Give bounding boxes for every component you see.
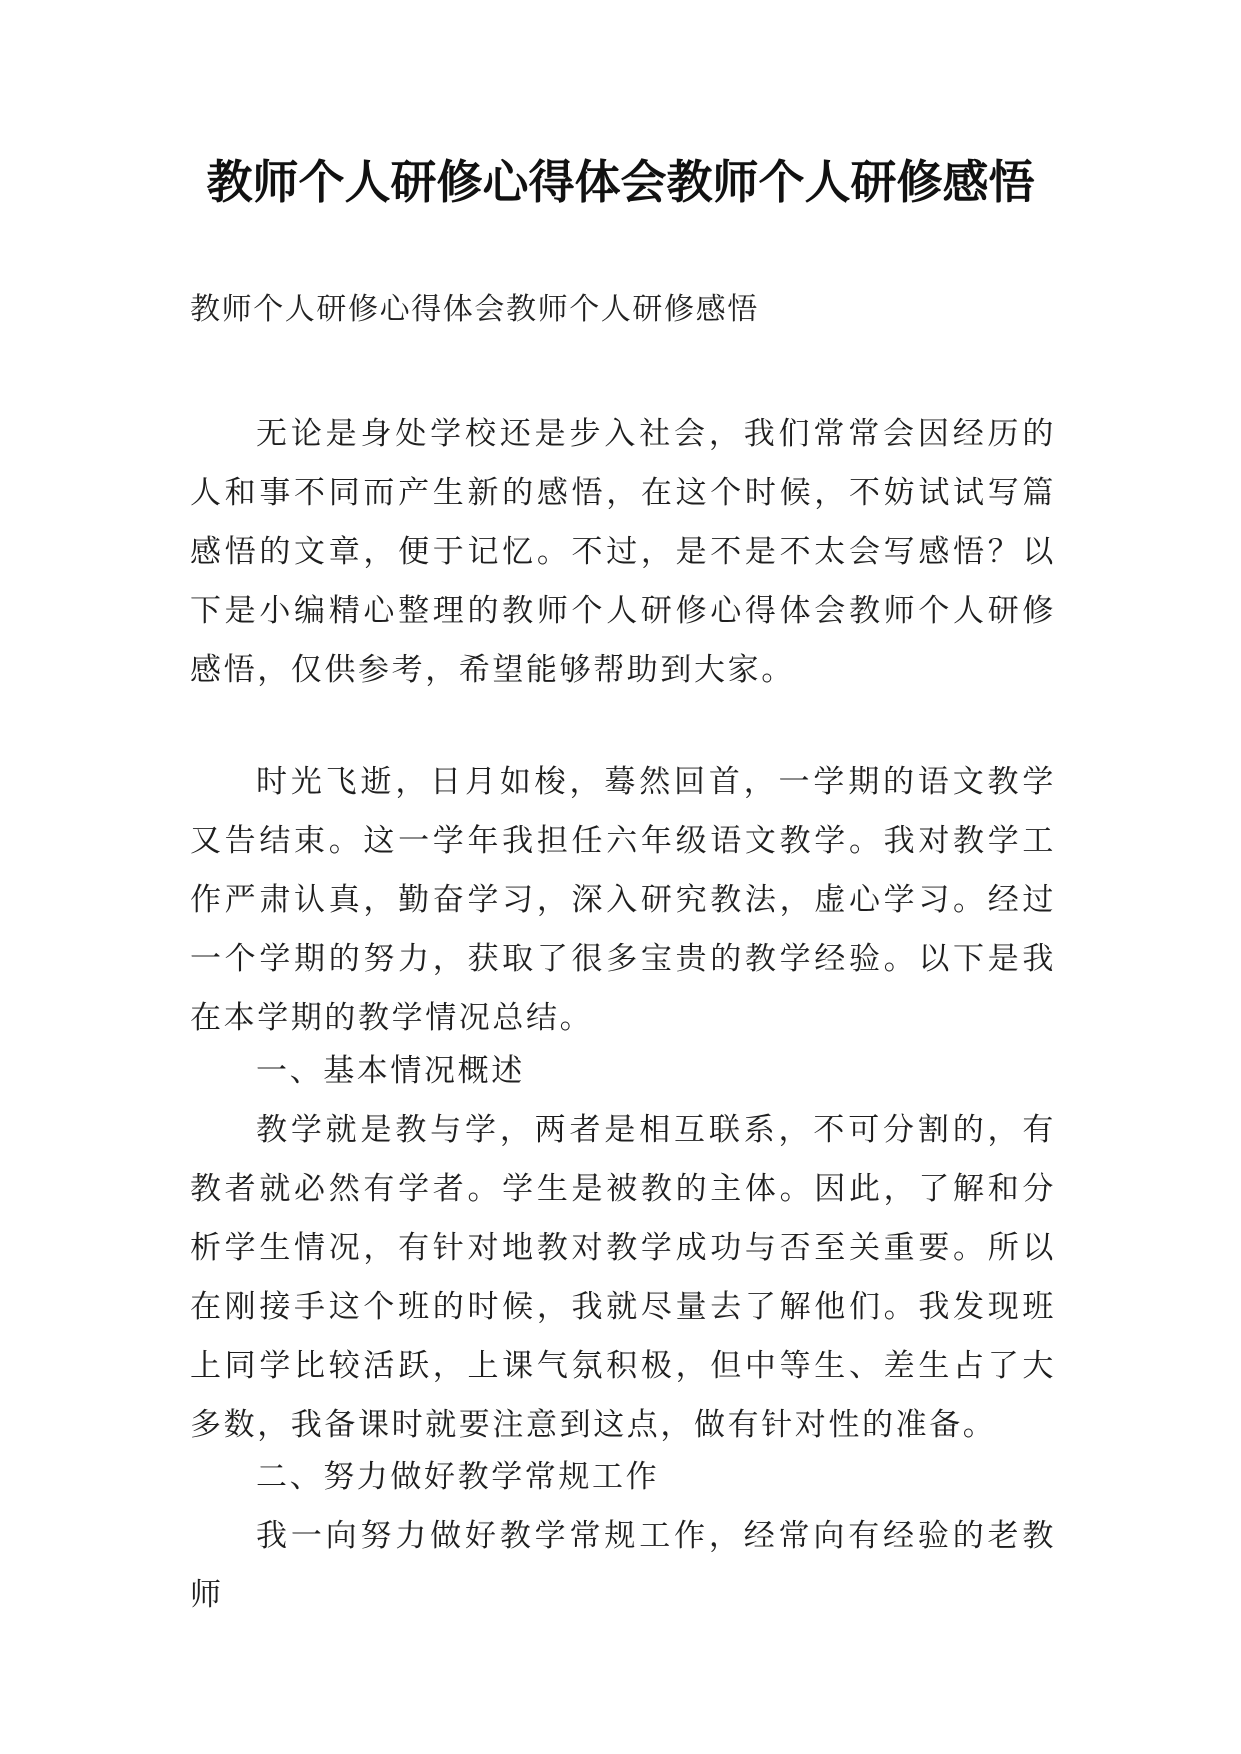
section-1-paragraph: 教学就是教与学，两者是相互联系，不可分割的，有教者就必然有学者。学生是被教的主体。因此，了解和分析学生情况，有针对地教对教学成功与否至关重要。所以在刚接手这个班的时候，我就尽量去了解他们。我发现班上同学比较活跃，上课气氛积极，但中等生、差生占了大多数，我备课时就要注意到这点，做有针对性的准备。 — [190, 1112, 1056, 1443]
section-2-paragraph: 我一向努力做好教学常规工作，经常向有经验的老教师 — [190, 1518, 1056, 1613]
opening-paragraph: 时光飞逝，日月如梭，蓦然回首，一学期的语文教学又告结束。这一学年我担任六年级语文教学。我对教学工作严肃认真，勤奋学习，深入研究教法，虚心学习。经过一个学期的努力，获取了很多宝贵的教学经验。以下是我在本学期的教学情况总结。 — [190, 764, 1056, 1036]
document-title: 教师个人研修心得体会教师个人研修感悟 — [206, 155, 1035, 209]
section-heading-1: 一、基本情况概述 — [256, 1053, 525, 1089]
document-subtitle: 教师个人研修心得体会教师个人研修感悟 — [190, 292, 759, 327]
intro-paragraph: 无论是身处学校还是步入社会，我们常常会因经历的人和事不同而产生新的感悟，在这个时候，不妨试试写篇感悟的文章，便于记忆。不过，是不是不太会写感悟？以下是小编精心整理的教师个人研修心得体会教师个人研修感悟，仅供参考，希望能够帮助到大家。 — [190, 416, 1056, 688]
section-heading-2: 二、努力做好教学常规工作 — [256, 1459, 660, 1495]
